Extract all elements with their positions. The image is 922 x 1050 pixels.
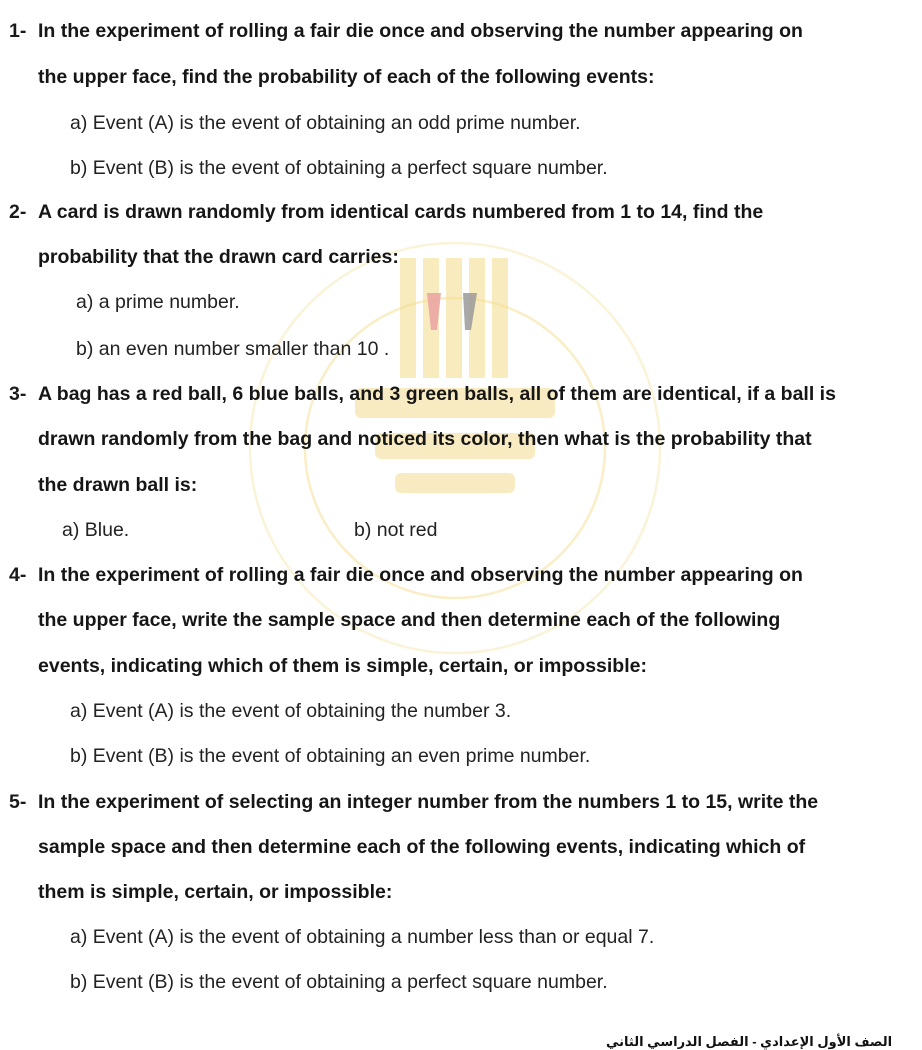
flag-gray-shape xyxy=(463,293,477,330)
question-2-number: 2- xyxy=(9,201,27,223)
question-4-line-1: In the experiment of rolling a fair die once and observing the number appearing on xyxy=(38,564,803,586)
question-3-line-2: drawn randomly from the bag and noticed its color, then what is the probability that xyxy=(38,428,812,450)
question-1-part-b: b) Event (B) is the event of obtaining a perfect square number. xyxy=(70,157,608,179)
flag-red-shape xyxy=(427,293,441,330)
question-2-line-2: probability that the drawn card carries: xyxy=(38,246,399,268)
question-1-line-2: the upper face, find the probability of each of the following events: xyxy=(38,66,655,88)
question-3-number: 3- xyxy=(9,383,27,405)
question-2-part-b: b) an even number smaller than 10 . xyxy=(76,338,390,360)
question-5-number: 5- xyxy=(9,791,27,813)
question-1-line-1: In the experiment of rolling a fair die once and observing the number appearing on xyxy=(38,20,803,42)
question-4-line-2: the upper face, write the sample space and then determine each of the following xyxy=(38,609,781,631)
question-3-part-b: b) not red xyxy=(354,519,438,541)
question-4-part-b: b) Event (B) is the event of obtaining an even prime number. xyxy=(70,745,591,767)
question-5-part-b: b) Event (B) is the event of obtaining a perfect square number. xyxy=(70,971,608,993)
question-1-part-a: a) Event (A) is the event of obtaining an odd prime number. xyxy=(70,112,581,134)
question-5-part-a: a) Event (A) is the event of obtaining a number less than or equal 7. xyxy=(70,926,655,948)
question-5-line-1: In the experiment of selecting an integer number from the numbers 1 to 15, write the xyxy=(38,791,819,813)
question-5-line-2: sample space and then determine each of the following events, indicating which of xyxy=(38,836,806,858)
question-3-line-3: the drawn ball is: xyxy=(38,474,198,496)
question-4-line-3: events, indicating which of them is simple, certain, or impossible: xyxy=(38,655,647,677)
question-4-part-a: a) Event (A) is the event of obtaining the number 3. xyxy=(70,700,512,722)
question-2-line-1: A card is drawn randomly from identical cards numbered from 1 to 14, find the xyxy=(38,201,764,223)
question-3-part-a: a) Blue. xyxy=(62,519,130,541)
question-5-line-3: them is simple, certain, or impossible: xyxy=(38,881,393,903)
footer-grade-label: الصف الأول الإعدادي - الفصل الدراسي الثاني xyxy=(606,1034,893,1049)
question-1-number: 1- xyxy=(9,20,27,42)
question-4-number: 4- xyxy=(9,564,27,586)
question-3-line-1: A bag has a red ball, 6 blue balls, and 3 green balls, all of them are identical, if a ball is xyxy=(38,383,836,405)
question-2-part-a: a) a prime number. xyxy=(76,291,240,313)
